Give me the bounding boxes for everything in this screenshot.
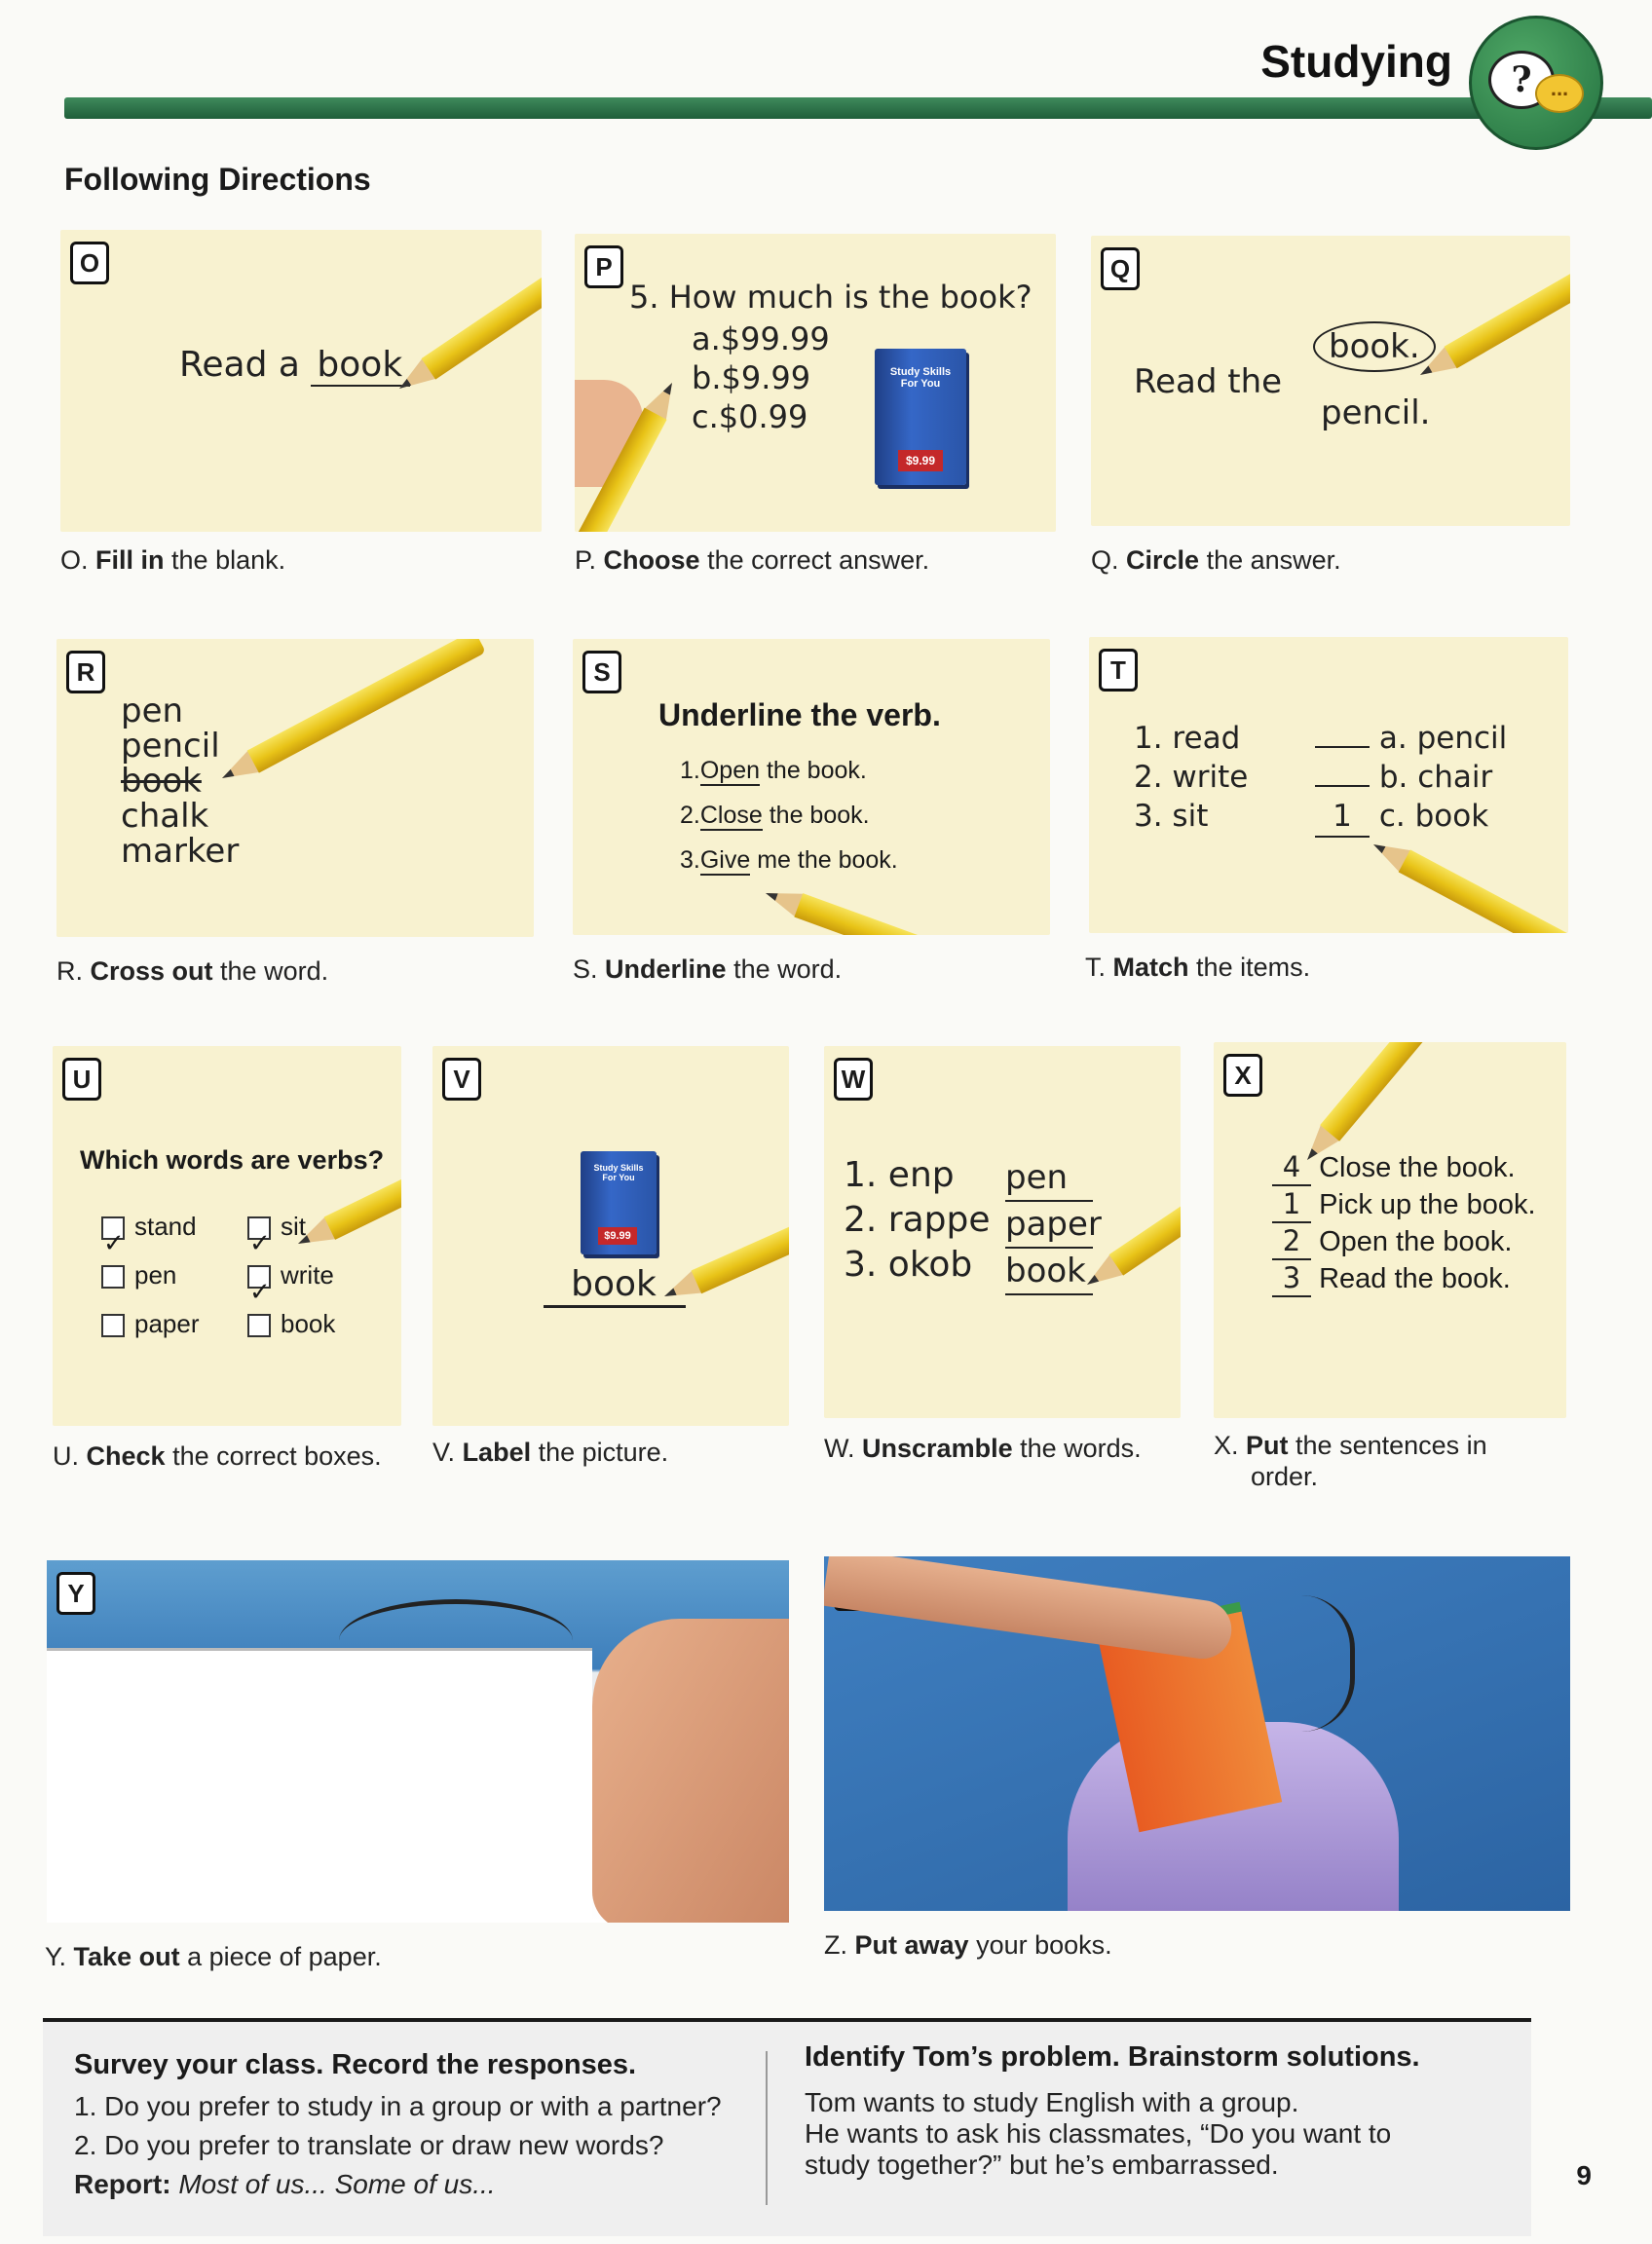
match-left-list: 1. read 2. write 3. sit — [1134, 721, 1249, 834]
caption-t: T. Match the items. — [1085, 953, 1311, 982]
checkbox-checked-icon[interactable]: ✓ — [101, 1216, 125, 1240]
problem-line: study together?” but he’s embarrassed. — [805, 2150, 1279, 2180]
panel-w — [824, 1046, 1181, 1418]
arrow-icon — [339, 1599, 573, 1682]
checkbox-checked-icon[interactable]: ✓ — [247, 1265, 271, 1289]
label-line — [544, 1305, 686, 1308]
panel-tag: P — [584, 245, 623, 288]
panel-tag: Y — [56, 1572, 95, 1615]
photo-take-out-paper — [47, 1560, 789, 1923]
caption-r: R. Cross out the word. — [56, 956, 329, 986]
question-bubble-icon: ? — [1488, 51, 1555, 109]
verb-list — [680, 748, 898, 882]
order-list — [1272, 1149, 1536, 1297]
section-title: Following Directions — [64, 162, 371, 197]
panel-x — [1214, 1042, 1566, 1418]
binder-paper-icon — [47, 1648, 592, 1923]
panel-u — [53, 1046, 401, 1426]
problem-line: He wants to ask his classmates, “Do you want to — [805, 2118, 1392, 2149]
list-item: 2 Open the book. — [1272, 1223, 1536, 1260]
panel-tag: U — [62, 1058, 101, 1101]
pencil-icon — [216, 639, 486, 789]
arrow-down-icon — [1301, 1595, 1355, 1732]
caption-z: Z. Put away your books. — [824, 1930, 1112, 1960]
checkbox-icon[interactable] — [247, 1314, 271, 1337]
panel-p — [575, 234, 1056, 532]
answer-list: pen paper book — [1005, 1155, 1093, 1295]
photo-put-away-books — [824, 1556, 1570, 1911]
caption-o: O. Fill in the blank. — [60, 545, 286, 575]
checkbox-item[interactable]: book — [247, 1299, 335, 1348]
sentence-text: Read the — [1134, 362, 1283, 401]
blank-answer: book — [311, 345, 410, 387]
arm-icon — [824, 1556, 1235, 1663]
caption-u: U. Check the correct boxes. — [53, 1441, 382, 1471]
fill-sentence — [179, 345, 410, 387]
checkbox-icon[interactable] — [101, 1314, 125, 1337]
list-item: b. chair — [1315, 758, 1507, 797]
pencil-icon — [659, 1198, 789, 1308]
panel-tag: T — [1099, 649, 1138, 692]
other-choice: pencil. — [1321, 393, 1431, 432]
scrambled-list: 1. enp 2. rappe 3. okob — [844, 1155, 991, 1285]
list-item: 3 Read the book. — [1272, 1260, 1536, 1297]
panel-tag: Q — [1101, 247, 1140, 290]
match-right-list — [1315, 719, 1507, 838]
pencil-icon — [393, 237, 542, 399]
circled-answer: book. — [1313, 321, 1436, 372]
checkbox-item[interactable]: pen — [101, 1251, 200, 1299]
exercise-heading: Underline the verb. — [658, 697, 941, 732]
label-answer: book — [571, 1264, 657, 1304]
checkbox-item[interactable]: paper — [101, 1299, 200, 1348]
option-list: a.$99.99 b.$9.99 c.$0.99 — [692, 320, 830, 435]
word-list: pen pencil book chalk marker — [121, 692, 240, 871]
panel-v — [432, 1046, 789, 1426]
header-bar — [64, 97, 1652, 119]
list-item: 4 Close the book. — [1272, 1149, 1536, 1186]
pencil-icon — [762, 881, 1008, 935]
caption-v: V. Label the picture. — [432, 1438, 669, 1467]
caption-q: Q. Circle the answer. — [1091, 545, 1341, 575]
sentence-text: Read a — [179, 345, 300, 385]
pencil-icon — [1368, 834, 1568, 933]
pencil-icon — [1414, 238, 1571, 387]
panel-t — [1089, 637, 1568, 933]
list-item: 1.Open the book. — [680, 757, 867, 784]
checkbox-icon[interactable] — [101, 1265, 125, 1289]
panel-tag: R — [66, 651, 105, 693]
checkbox-item[interactable]: ✓stand — [103, 1212, 197, 1258]
panel-r — [56, 639, 534, 937]
panel-tag: X — [1223, 1054, 1262, 1097]
panel-tag: S — [582, 651, 621, 693]
book-icon: Study Skills For You $9.99 — [581, 1151, 657, 1254]
survey-question: 1. Do you prefer to study in a group or with a partner? — [74, 2091, 722, 2121]
caption-p: P. Choose the correct answer. — [575, 545, 930, 575]
panel-tag: W — [834, 1058, 873, 1101]
panel-q — [1091, 236, 1570, 526]
list-item: 1 c. book — [1315, 797, 1507, 838]
report-line: Report: Most of us... Some of us... — [74, 2169, 496, 2199]
page-title: Studying — [1260, 36, 1452, 87]
caption-s: S. Underline the word. — [573, 954, 843, 984]
checkbox-item[interactable]: ✓write — [249, 1260, 334, 1307]
column-divider — [766, 2051, 768, 2205]
problem-heading: Identify Tom’s problem. Brainstorm solutions. — [805, 2041, 1420, 2073]
problem-column — [805, 2041, 1486, 2181]
problem-line: Tom wants to study English with a group. — [805, 2087, 1299, 2117]
book-icon: Study Skills For You $9.99 — [875, 349, 966, 485]
checkbox-item[interactable]: ✓sit — [249, 1212, 306, 1258]
speech-dots-icon: ... — [1535, 74, 1584, 113]
caption-w: W. Unscramble the words. — [824, 1434, 1142, 1463]
list-item: 1 Pick up the book. — [1272, 1186, 1536, 1223]
page-number: 9 — [1576, 2160, 1592, 2190]
panel-tag: V — [442, 1058, 481, 1101]
caption-y: Y. Take out a piece of paper. — [45, 1942, 382, 1971]
survey-column — [74, 2049, 746, 2200]
panel-s — [573, 639, 1050, 935]
hand-icon — [592, 1619, 789, 1923]
exercise-question: Which words are verbs? — [80, 1145, 385, 1175]
checkbox-list-left — [101, 1202, 200, 1348]
survey-heading: Survey your class. Record the responses. — [74, 2049, 637, 2080]
list-item: a. pencil — [1315, 719, 1507, 758]
panel-tag: O — [70, 242, 109, 284]
question-text: 5. How much is the book? — [629, 279, 1032, 316]
checkbox-checked-icon[interactable]: ✓ — [247, 1216, 271, 1240]
survey-question: 2. Do you prefer to translate or draw new words? — [74, 2130, 664, 2160]
list-item: 3.Give me the book. — [680, 846, 898, 874]
list-item: 2.Close the book. — [680, 802, 870, 829]
panel-o — [60, 230, 542, 532]
caption-x: X. Put the sentences in order. — [1214, 1431, 1487, 1491]
